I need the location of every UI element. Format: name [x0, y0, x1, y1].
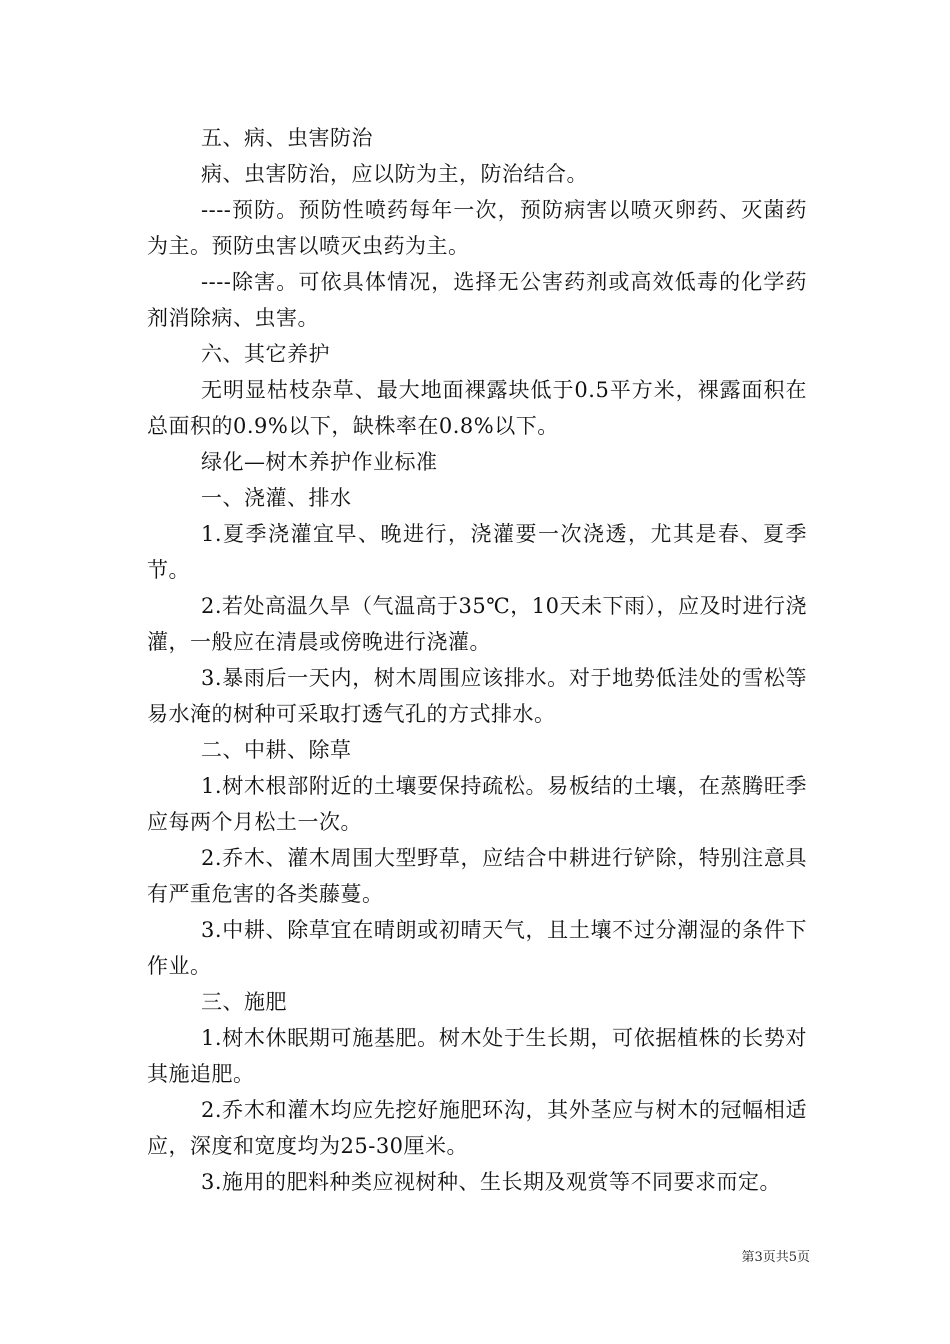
list-item: 1.树木根部附近的土壤要保持疏松。易板结的土壤，在蒸腾旺季应每两个月松土一次。 [147, 774, 807, 834]
list-item: 3.暴雨后一天内，树木周围应该排水。对于地势低洼处的雪松等易水淹的树种可采取打透气孔的方式排水。 [147, 666, 807, 726]
list-item: 1.夏季浇灌宜早、晚进行，浇灌要一次浇透，尤其是春、夏季节。 [147, 522, 807, 582]
list-item: 2.若处高温久旱（气温高于35℃，10天未下雨），应及时进行浇灌，一般应在清晨或傍晚进行浇灌。 [147, 594, 807, 654]
section-heading: 三、施肥 [201, 990, 287, 1014]
paragraph: ----预防。预防性喷药每年一次，预防病害以喷灭卵药、灭菌药为主。预防虫害以喷灭虫药为主。 [147, 198, 807, 258]
paragraph: 无明显枯枝杂草、最大地面裸露块低于0.5平方米，裸露面积在总面积的0.9%以下，缺株率在0.8%以下。 [147, 378, 807, 438]
page-number: 第3页共5页 [741, 1250, 810, 1265]
section-heading: 五、病、虫害防治 [201, 126, 373, 150]
list-item: 1.树木休眠期可施基肥。树木处于生长期，可依据植株的长势对其施追肥。 [147, 1026, 807, 1086]
section-heading: 一、浇灌、排水 [201, 486, 352, 510]
list-item: 2.乔木和灌木均应先挖好施肥环沟，其外茎应与树木的冠幅相适应，深度和宽度均为25-30厘米。 [147, 1098, 807, 1158]
list-item: 3.中耕、除草宜在晴朗或初晴天气，且土壤不过分潮湿的条件下作业。 [147, 918, 807, 978]
section-heading: 二、中耕、除草 [201, 738, 352, 762]
document-subtitle: 绿化—树木养护作业标准 [201, 450, 438, 474]
list-item: 3.施用的肥料种类应视树种、生长期及观赏等不同要求而定。 [201, 1170, 782, 1194]
paragraph: ----除害。可依具体情况，选择无公害药剂或高效低毒的化学药剂消除病、虫害。 [147, 270, 807, 330]
list-item: 2.乔木、灌木周围大型野草，应结合中耕进行铲除，特别注意具有严重危害的各类藤蔓。 [147, 846, 807, 906]
section-heading: 六、其它养护 [201, 342, 330, 366]
paragraph: 病、虫害防治，应以防为主，防治结合。 [201, 162, 588, 186]
document-body [147, 120, 807, 1200]
